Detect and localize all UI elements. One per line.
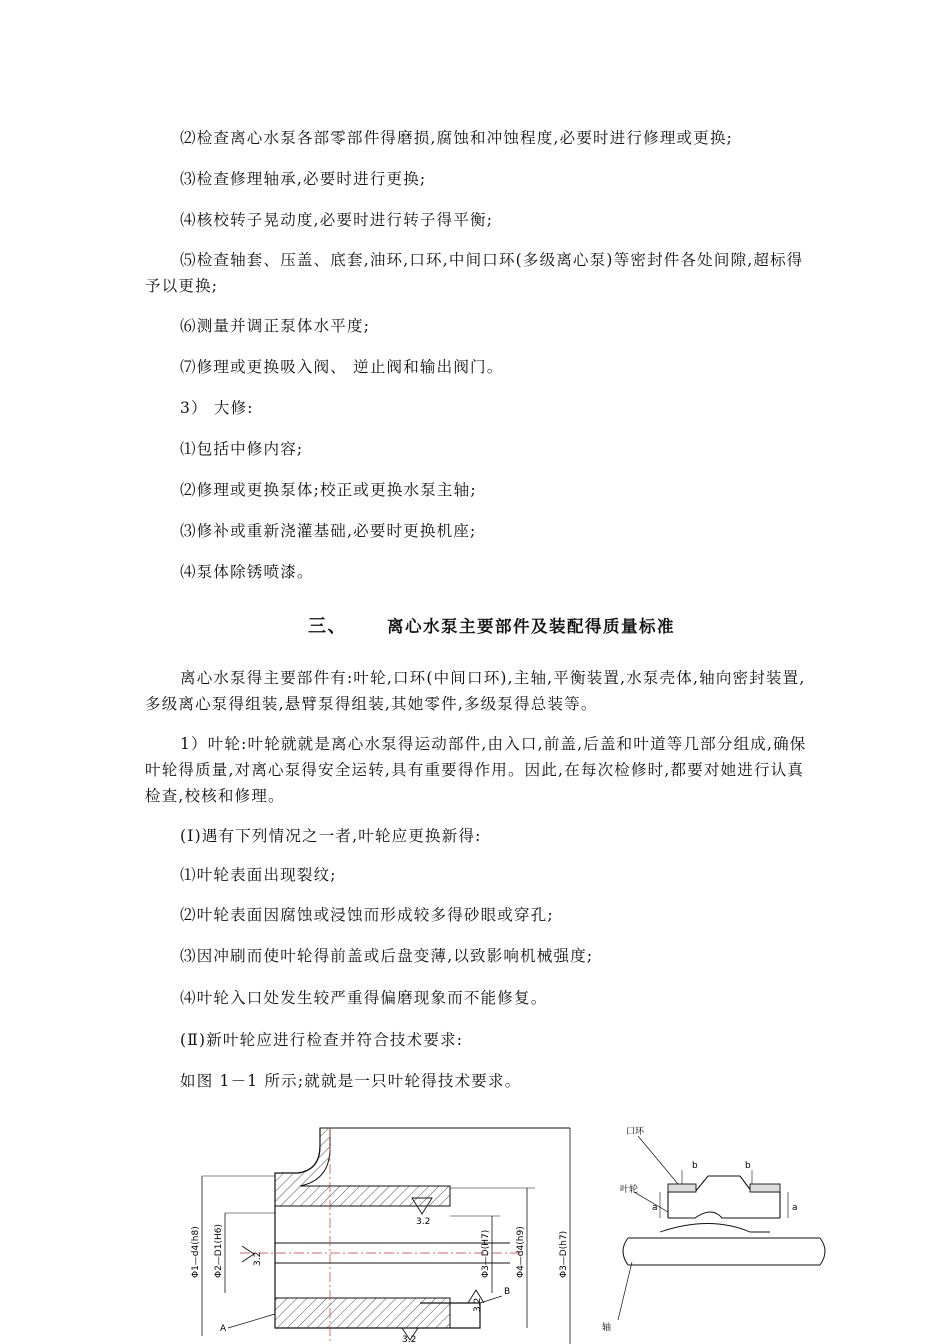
dim-label: Φ2—D1(H6)	[214, 1224, 224, 1278]
label-a: A	[220, 1324, 227, 1334]
label-shaft: 轴	[602, 1323, 612, 1333]
text-line: ⑹测量并调正泵体水平度;	[180, 317, 371, 335]
dim-a: a	[792, 1203, 798, 1213]
wear-ring-drawing	[600, 1120, 830, 1344]
section-title: 离心水泵主要部件及装配得质量标准	[387, 617, 675, 636]
paragraph: 离心水泵得主要部件有:叶轮,口环(中间口环),主轴,平衡装置,水泵壳体,轴向密封装置,多级离心泵得组装,悬臂泵得组装,其她零件,多级泵得总装等。	[145, 669, 806, 713]
text-line: ⑷泵体除锈喷漆。	[180, 563, 314, 581]
text-line: ⑵叶轮表面因腐蚀或浸蚀而形成较多得砂眼或穿孔;	[180, 906, 554, 924]
text-line: 如图 1－1 所示;就就是一只叶轮得技术要求。	[180, 1072, 522, 1090]
roughness-label: 3.2	[253, 1251, 263, 1266]
label-impeller: 叶轮	[620, 1185, 639, 1195]
text-line: ⑷核校转子晃动度,必要时进行转子得平衡;	[180, 211, 494, 229]
paragraph: 1）叶轮:叶轮就就是离心水泵得运动部件,由入口,前盖,后盖和叶道等几部分组成,确保叶轮得质量,对离心泵得安全运转,具有重要得作用。因此,在每次检修时,都要对她进行认真检查,校核和修理。	[145, 735, 807, 805]
label-wear-ring: 口环	[626, 1127, 645, 1137]
dim-b: b	[745, 1161, 751, 1171]
text-line: 3） 大修:	[180, 399, 254, 417]
text-line: ⑵检查离心水泵各部零部件得磨损,腐蚀和冲蚀程度,必要时进行修理或更换;	[180, 129, 734, 147]
text-line: ⑷叶轮入口处发生较严重得偏磨现象而不能修复。	[180, 989, 548, 1007]
dim-a: a	[652, 1203, 658, 1213]
paragraph: ⑸检查轴套、压盖、底套,油环,口环,中间口环(多级离心泵)等密封件各处间隙,超标得予以更换;	[145, 251, 804, 295]
roughness-label: 3.2	[473, 1297, 483, 1312]
text-line: ⑶检查修理轴承,必要时进行更换;	[180, 170, 427, 188]
dim-label: Φ1—d4(h8)	[191, 1226, 201, 1278]
text-line: ⑴包括中修内容;	[180, 440, 304, 458]
label-b: B	[504, 1287, 511, 1297]
dim-label: Φ3—D(H7)	[481, 1229, 491, 1278]
text-line: ⑴叶轮表面出现裂纹;	[180, 866, 337, 884]
dim-label: Φ3—D(h7)	[559, 1230, 569, 1278]
text-line: ⑵修理或更换泵体;校正或更换水泵主轴;	[180, 481, 477, 499]
text-line: (Ⅱ)新叶轮应进行检查并符合技术要求:	[180, 1031, 464, 1049]
text-line: ⑶修补或重新浇灌基础,必要时更换机座;	[180, 522, 477, 540]
text-line: ⑶因冲刷而使叶轮得前盖或后盘变薄,以致影响机械强度;	[180, 947, 594, 965]
roughness-label: 3.2	[416, 1217, 431, 1227]
text-line: ⑺修理或更换吸入阀、 逆止阀和输出阀门。	[180, 358, 504, 376]
text-line: (Ⅰ)遇有下列情况之一者,叶轮应更换新得:	[180, 827, 482, 845]
dim-b: b	[692, 1161, 698, 1171]
section-heading	[308, 612, 675, 638]
impeller-drawing	[180, 1118, 580, 1344]
section-number: 三、	[308, 616, 347, 637]
dim-label: Φ4—d4(h9)	[516, 1226, 526, 1278]
roughness-label: 3.2	[402, 1335, 417, 1344]
